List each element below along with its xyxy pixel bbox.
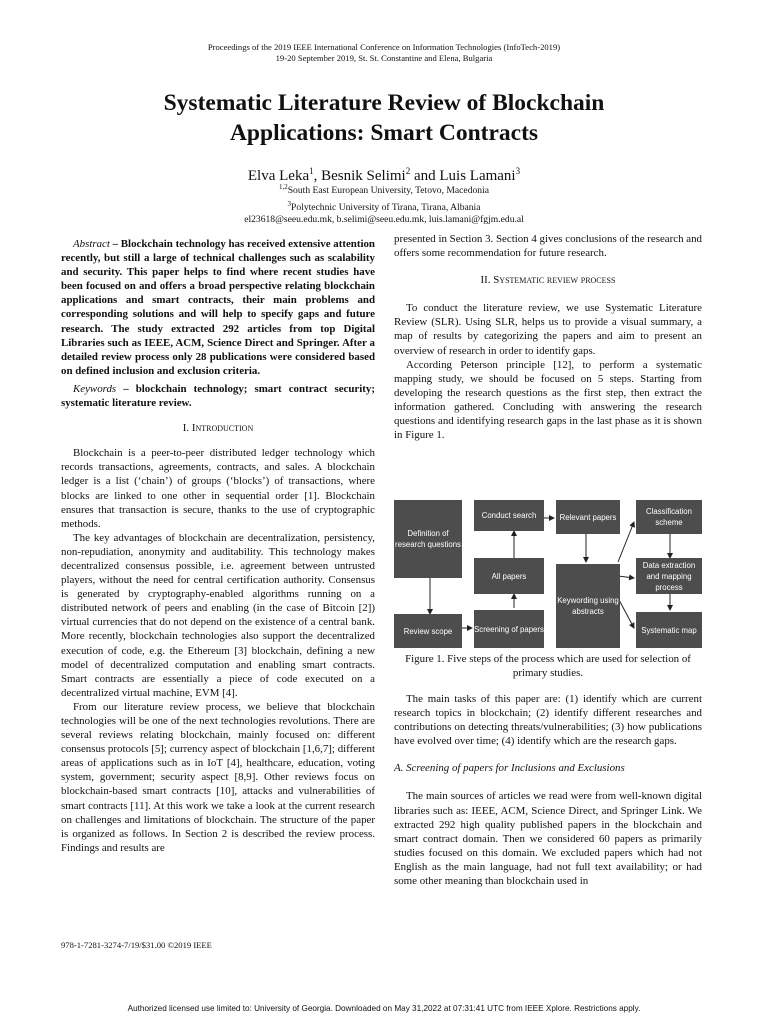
- author-3: and Luis Lamani: [410, 168, 516, 184]
- right-paragraph-2: According Peterson principle [12], to perform a systematic mapping study, we should be focused on 5 steps. Starting from developing the research questions as the first step, then extract the information gathered. Concluding with answering the research questions and identifying research gaps in the last phase as it is shown in Figure 1.: [394, 358, 702, 442]
- affiliations: [0, 181, 768, 227]
- arrow-keywording-classification: [618, 522, 634, 562]
- conference-line1: Proceedings of the 2019 IEEE International Conference on Information Technologies (InfoTech-2019): [207, 42, 561, 52]
- intro-paragraph-2: The key advantages of blockchain are decentralization, persistency, non-repudiation, anonymity and auditability. This technology makes decentralized consensus possible, i.e. agreement between untrusted players, without the need for central certification authority. Consensus is generated by cryptography-enabled algorithms running on a distributed network of peers and enabling (in the case of Bitcoin [2]) virtual currencies that do not depend on the existence of a central bank. More recently, blockchain technologies also support the decentralized execution of code, e.g. the Ethereum [3] blockchain, defining a new model of decentralized computation and enabling smart contracts. Smart contracts are essentially a piece of code executed on a decentralized virtual machine, EVM [4].: [61, 531, 375, 699]
- box-review-scope: Review scope: [394, 614, 462, 648]
- box-systematic-map: Systematic map: [636, 612, 702, 648]
- box-relevant-papers: Relevant papers: [556, 500, 620, 534]
- author-2: , Besnik Selimi: [313, 168, 406, 184]
- author-1: Elva Leka: [247, 168, 310, 184]
- aff2-sup: 3: [287, 199, 292, 208]
- right-column-top: [394, 232, 702, 442]
- keywords-label: Keywords: [73, 382, 117, 395]
- author-3-sup: 3: [515, 166, 521, 176]
- abstract-text: – Blockchain technology has received extensive attention recently, but still a large of technical challenges such as scalability and security. This paper helps to find where recent studies have been focused on and offers a broad perspective relating blockchain applications and smart contracts, their main problems and corresponding solutions and will help to specify gaps and future research. The study extracted 292 articles from top Digital Libraries such as IEEE, ACM, Science Direct and Springer. After a detailed review process only 28 publications were considered based on defined inclusion and exclusion criteria.: [61, 238, 375, 377]
- right-column-bottom: [394, 692, 702, 888]
- right-paragraph-3: The main tasks of this paper are: (1) identify which are current research topics in blockchain; (2) identify different researches and contributions on detecting threats/vulnerabilities; (3) how publications have evolved over time; (4) identify which are the research gaps.: [394, 693, 702, 748]
- arrow-keywording-dataextraction: [618, 576, 634, 578]
- figure-1-process-diagram: [394, 498, 702, 648]
- box-definition-research-questions: Definition of research questions: [394, 500, 462, 578]
- conference-line2: 19-20 September 2019, St. St. Constantine and Elena, Bulgaria: [275, 53, 493, 63]
- title-line2: Applications: Smart Contracts: [229, 120, 539, 146]
- license-footer: Authorized licensed use limited to: University of Georgia. Downloaded on May 31,2022 at 07:31:41 UTC from IEEE Xplore. Restrictions apply.: [127, 1004, 641, 1013]
- affiliation-2: Polytechnic University of Tirana, Tirana, Albania: [291, 201, 481, 213]
- author-1-sup: 1: [309, 166, 314, 176]
- arrow-keywording-systematic: [618, 598, 634, 628]
- copyright-notice: 978-1-7281-3274-7/19/$31.00 ©2019 IEEE: [61, 940, 212, 950]
- box-all-papers: All papers: [474, 558, 544, 594]
- right-paragraph-1: To conduct the literature review, we use Systematic Literature Review (SLR). Using SLR, helps us to provide a visual summary, a map of results by categorizing the papers and aim to present an overview of research in order to identify gaps.: [394, 302, 702, 357]
- aff1-sup: 1,2: [278, 183, 288, 191]
- box-classification-scheme: Classification scheme: [636, 500, 702, 534]
- right-paragraph-0: presented in Section 3. Section 4 gives conclusions of the research and offers some recommendation for future research.: [394, 233, 702, 260]
- paper-title: [40, 88, 728, 148]
- left-column: [61, 237, 375, 855]
- keywords: [61, 382, 375, 410]
- author-2-sup: 2: [405, 166, 411, 176]
- box-data-extraction: Data extraction and mapping process: [636, 558, 702, 594]
- title-line1: Systematic Literature Review of Blockchain: [163, 90, 605, 116]
- intro-paragraph-1: Blockchain is a peer-to-peer distributed ledger technology which records transactions, agreements, contracts, and sales. A blockchain ledger is a list (‘chain’) of groups (‘blocks’) of transactions, where blocks are linked to one other in sequential order [1]. Blockchain ensures that transaction is secure, thanks to the use of cryptographic methods.: [61, 447, 375, 530]
- subsection-heading-screening: A. Screening of papers for Inclusions and Exclusions: [394, 762, 625, 775]
- section-heading-review-process: II. Systematic review process: [480, 274, 616, 287]
- section-heading-introduction: I. Introduction: [182, 422, 254, 435]
- affiliation-1: South East European University, Tetovo, Macedonia: [287, 185, 490, 197]
- abstract-label: Abstract: [73, 238, 110, 250]
- box-screening-papers: Screening of papers: [474, 610, 544, 648]
- figure-1-caption: Figure 1. Five steps of the process which are used for selection of primary studies.: [405, 653, 691, 679]
- box-conduct-search: Conduct search: [474, 500, 544, 531]
- keywords-text: – blockchain technology; smart contract security; systematic literature review.: [61, 382, 375, 410]
- box-keywording-abstracts: Keywording using abstracts: [556, 564, 620, 648]
- intro-paragraph-3: From our literature review process, we believe that blockchain technologies will be one of the next technologies revolutions. There are several reviews relating blockchain, mainly focused on: different consensus protocols [5]; currency aspect of blockchain [1,6,7]; different areas of applications such as in IoT [4], healthcare, education, voting system, government; security aspect [8,9]. Other reviews focus on blockchain-based smart contracts [10], attacks and vulnerabilities of smart contracts [11]. At this work we take a look at the current research on challenges and limitations of blockchain. The structure of the paper is organized as follows. In Section 2 is described the review process. Findings and results are: [61, 700, 375, 854]
- conference-header: [0, 42, 768, 64]
- emails: el23618@seeu.edu.mk, b.selimi@seeu.edu.mk, luis.lamani@fgjm.edu.al: [244, 214, 524, 226]
- abstract: [61, 237, 375, 378]
- right-paragraph-4: The main sources of articles we read were from well-known digital libraries such as: IEEE, ACM, Science Direct, and Springer Link. We extracted 292 high quality published papers in the blockchain and smart contract domain. Then we considered 60 papers as primarily studies focused on this domain. We excluded papers which had not English as the main language, had not full text availability; or had some other meaning than blockchain used in: [394, 790, 702, 888]
